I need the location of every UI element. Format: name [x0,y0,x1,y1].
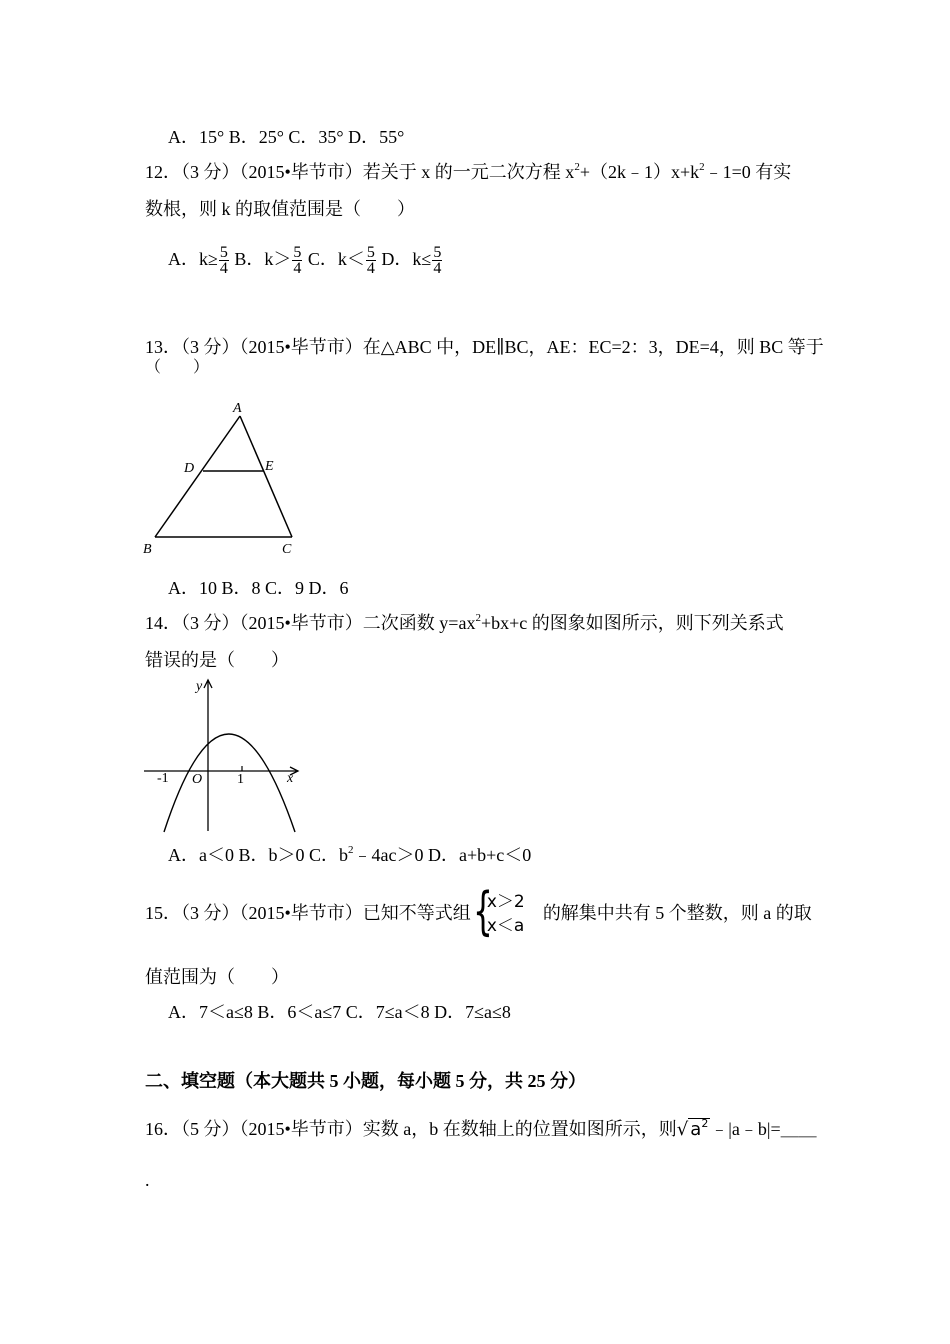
q14-stem-line2: 错误的是（ ） [145,650,289,670]
q16-stem: 16．（5 分）（2015•毕节市）实数 a，b 在数轴上的位置如图所示，则√ $a^2$ ﹣|a﹣b|=＿＿ [145,1117,817,1140]
parabola-curve [164,734,295,832]
q15-stem-line2: 值范围为（ ） [145,967,289,987]
side-ac [240,416,292,537]
x-axis-label: x [287,771,294,786]
vertex-label-d: D [184,461,195,476]
left-brace-icon: { [472,881,493,942]
q13-options: A．10 B．8 C．9 D．6 [168,578,349,598]
q12-options: A．k≥ $\frac{5}{4}$ B．k＞ $\frac{5}{4}$ C．k＜ $\frac{5}{4}$ D．k≤ $\frac{5}{4}$ [168,244,442,278]
triangle-figure [140,396,310,561]
q16-stem-line2: . [145,1170,150,1190]
section-heading: 二、填空题（本大题共 5 小题，每小题 5 分，共 25 分） [145,1071,586,1091]
side-ab [155,416,240,537]
q14-options: A．a＜0 B．b＞0 C．$b^2﹣4ac>0$ D．a+b+c＜0 [168,844,532,865]
parabola-graph [140,676,305,834]
q15-stem: 15．（3 分）（2015•毕节市）已知不等式组 { x＞2 x＜a 的解集中共有 5 个整数，则 a 的取 [145,881,812,942]
inequality-system: { x＞2 x＜a [472,881,525,942]
vertex-label-b: B [143,542,152,557]
q12-stem-line2: 数根，则 k 的取值范围是（ ） [145,199,415,219]
vertex-label-c: C [282,542,292,557]
q12-stem: 12．（3 分）（2015•毕节市）若关于 x 的一元二次方程 $x^2+(2k﹣1)x+k^2﹣1=0$ 有实 [145,161,792,182]
vertex-label-e: E [265,459,274,474]
q13-paren: （ ） [145,359,210,376]
origin-label: O [192,772,203,787]
y-axis-label: y [196,679,203,694]
q15-options: A．7＜a≤8 B．6＜a≤7 C．7≤a＜8 D．7≤a≤8 [168,1002,511,1022]
q14-stem: 14．（3 分）（2015•毕节市）二次函数 $y=ax^2+bx+c$ 的图象如图所示，则下列关系式 [145,612,784,633]
fraction-5-4: $\frac{5}{4}$ [366,244,375,278]
tick-label-1: 1 [237,772,244,787]
q13-stem: 13．（3 分）（2015•毕节市）在△ABC 中，DE∥BC，AE：EC=2：3，DE=4，则 BC 等于 [145,337,824,357]
fraction-5-4: $\frac{5}{4}$ [433,244,442,278]
vertex-label-a: A [233,401,242,416]
fraction-5-4: $\frac{5}{4}$ [293,244,302,278]
sqrt-expression: √ $a^2$ [676,1117,709,1140]
q11-options: A．15° B．25° C．35° D．55° [168,127,405,147]
fraction-5-4: $\frac{5}{4}$ [219,244,228,278]
tick-label-neg1: -1 [157,771,169,786]
